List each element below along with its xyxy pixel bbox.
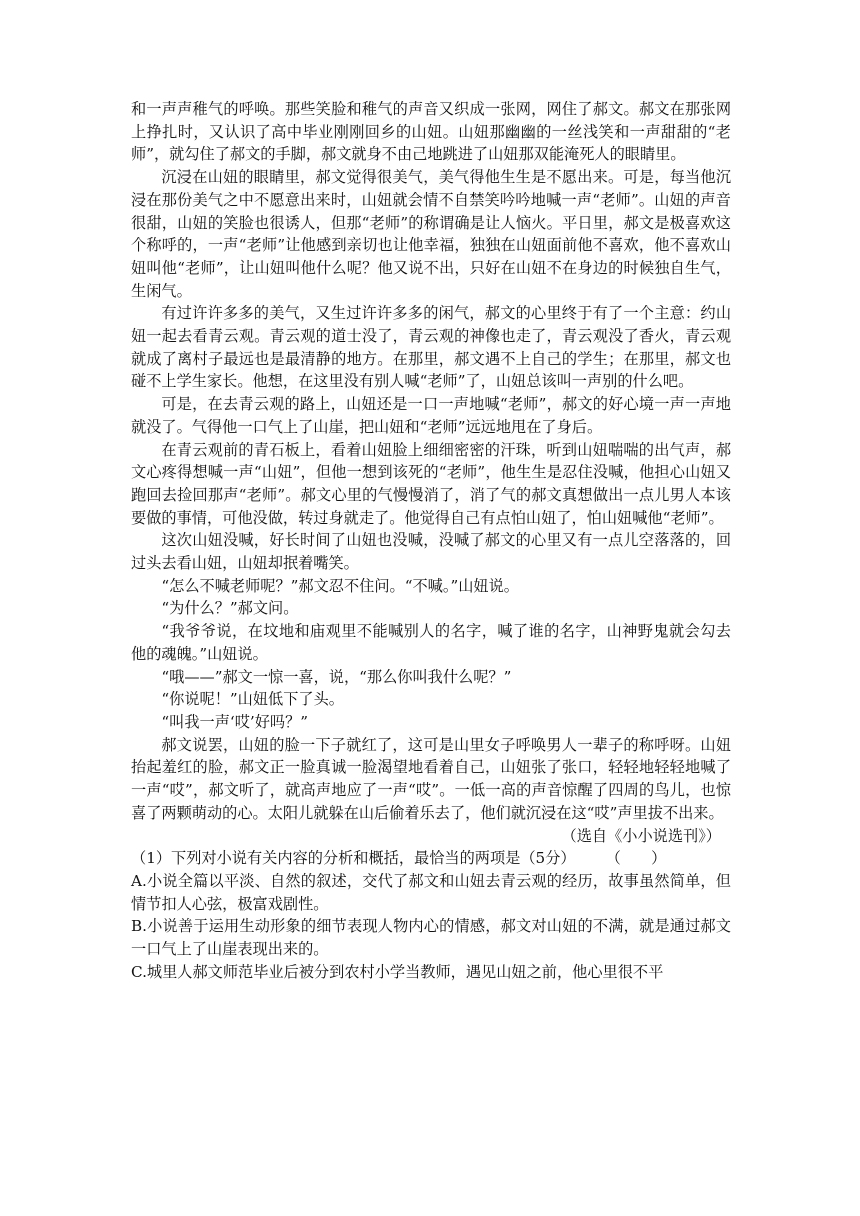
option-a: A.小说全篇以平淡、自然的叙述，交代了郝文和山妞去青云观的经历，故事虽然简单，但情节扣人心弦，极富戏剧性。	[131, 871, 731, 913]
document-page	[131, 98, 731, 983]
dialogue-line: “我爷爷说，在坟地和庙观里不能喊别人的名字，喊了谁的名字，山神野鬼就会勾去他的魂魄。”山妞说。	[131, 622, 731, 663]
dialogue-line: “为什么？”郝文问。	[161, 599, 299, 618]
question-block	[131, 847, 731, 983]
story-paragraph: 和一声声稚气的呼唤。那些笑脸和稚气的声音又织成一张网，网住了郝文。郝文在那张网上挣扎时，又认识了高中毕业刚刚回乡的山妞。山妞那幽幽的一丝浅笑和一声甜甜的“老师”，就勾住了郝文的手脚，郝文就身不由己地跳进了山妞那双能淹死人的眼睛里。	[131, 100, 731, 164]
story-paragraph: 可是，在去青云观的路上，山妞还是一口一声地喊“老师”，郝文的好心境一声一声地就没了。气得他一口气上了山崖，把山妞和“老师”远远地甩在了身后。	[131, 395, 731, 436]
option-b: B.小说善于运用生动形象的细节表现人物内心的情感，郝文对山妞的不满，就是通过郝文一口气上了山崖表现出来的。	[131, 917, 731, 959]
question-stem	[131, 847, 731, 870]
dialogue-line: “你说呢！”山妞低下了头。	[161, 690, 344, 709]
story-paragraph: 有过许许多多的美气，又生过许许多多的闲气，郝文的心里终于有了一个主意：约山妞一起去看青云观。青云观的道士没了，青云观的神像也走了，青云观没了香火，青云观就成了离村子最远也是最清静的地方。在那里，郝文遇不上自己的学生；在那里，郝文也碰不上学生家长。他想，在这里没有别人喊“老师”了，山妞总该叫一声别的什么吧。	[131, 304, 731, 391]
story-paragraph: 郝文说罢，山妞的脸一下子就红了，这可是山里女子呼唤男人一辈子的称呼呀。山妞抬起羞红的脸，郝文正一脸真诚一脸渴望地看着自己，山妞张了张口，轻轻地轻轻地喊了一声“哎”，郝文听了，就高声地应了一声“哎”。一低一高的声音惊醒了四周的鸟儿，也惊喜了两颗萌动的心。太阳儿就躲在山后偷着乐去了，他们就沉浸在这“哎”声里拔不出来。	[131, 735, 731, 822]
dialogue-line: “叫我一声‘哎’好吗？”	[161, 712, 309, 731]
source-citation: （选自《小小说选刊》）	[561, 826, 721, 845]
option-c: C.城里人郝文师范毕业后被分到农村小学当教师，遇见山妞之前，他心里很不平	[131, 962, 664, 981]
dialogue-line: “怎么不喊老师呢？”郝文忍不住问。“不喊。”山妞说。	[161, 576, 519, 595]
story-paragraph: 沉浸在山妞的眼睛里，郝文觉得很美气，美气得他生生是不愿出来。可是，每当他沉浸在那份美气之中不愿意出来时，山妞就会情不自禁笑吟吟地喊一声“老师”。山妞的声音很甜，山妞的笑脸也很诱人，但那“老师”的称谓确是让人恼火。平日里，郝文是极喜欢这个称呼的，一声“老师”让他感到亲切也让他幸福，独独在山妞面前他不喜欢，他不喜欢山妞叫他“老师”，让山妞叫他什么呢？他又说不出，只好在山妞不在身边的时候独自生气，生闲气。	[131, 168, 731, 300]
story-paragraph: 这次山妞没喊，好长时间了山妞也没喊，没喊了郝文的心里又有一点儿空落落的，回过头去看山妞，山妞却抿着嘴笑。	[131, 531, 731, 573]
story-body	[131, 98, 731, 847]
story-paragraph: 在青云观前的青石板上，看着山妞脸上细细密密的汗珠，听到山妞喘喘的出气声，郝文心疼得想喊一声“山妞”，但他一想到该死的“老师”，他生生是忍住没喊，他担心山妞又跑回去捡回那声“老师”。郝文心里的气慢慢消了，消了气的郝文真想做出一点儿男人本该要做的事情，可他没做，转过身就走了。他觉得自己有点怕山妞了，怕山妞喊他“老师”。	[131, 440, 731, 527]
question-stem-text: （1）下列对小说有关内容的分析和概括，最恰当的两项是（5分）	[131, 849, 576, 868]
answer-bracket: （ ）	[605, 849, 667, 868]
dialogue-line: “哦——”郝文一惊一喜，说，“那么你叫我什么呢？”	[161, 667, 512, 686]
